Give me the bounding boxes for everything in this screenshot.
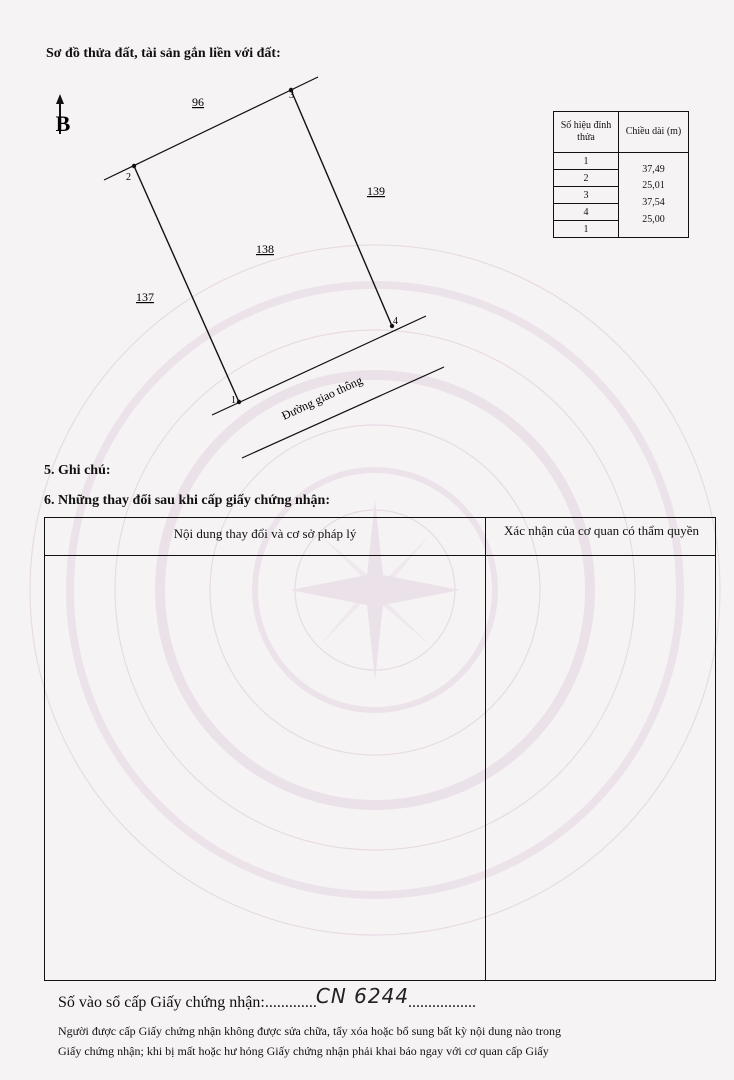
footer-note-line-2: Giấy chứng nhận; khi bị mất hoặc hư hỏng Giấy chứng nhận phải khai báo ngay với cơ quan cấp Giấy bbox=[58, 1044, 549, 1058]
changes-col2-header: Xác nhận của cơ quan có thẩm quyền bbox=[504, 523, 699, 538]
road-label: Đường giao thông bbox=[279, 373, 365, 423]
changes-col1-header: Nội dung thay đổi và cơ sở pháp lý bbox=[173, 526, 357, 541]
parcel-side-left bbox=[134, 166, 239, 402]
length-value: 37,54 bbox=[642, 197, 665, 208]
length-value: 37,49 bbox=[642, 163, 665, 175]
edge-length-table bbox=[553, 111, 689, 238]
footer-note-line-1: Người được cấp Giấy chứng nhận không được sửa chữa, tẩy xóa hoặc bổ sung bất kỳ nội dung nào trong bbox=[58, 1024, 561, 1038]
point-cell: 1 bbox=[554, 221, 619, 238]
cert-number-label: Số vào sổ cấp Giấy chứng nhận: bbox=[58, 994, 265, 1011]
neighbor-parcel-left: 137 bbox=[136, 290, 154, 304]
north-label: B bbox=[55, 111, 71, 136]
header-divider bbox=[45, 555, 715, 556]
length-value: 25,00 bbox=[642, 213, 665, 225]
north-arrow-icon bbox=[56, 94, 71, 136]
top-boundary-line bbox=[104, 77, 318, 180]
header-length: Chiều dài (m) bbox=[619, 112, 689, 153]
vertex-label-3: 3 bbox=[289, 90, 294, 101]
point-cell: 1 bbox=[554, 153, 619, 170]
changes-table bbox=[44, 517, 716, 981]
parcel-side-right bbox=[291, 90, 392, 326]
vertex-label-2: 2 bbox=[126, 172, 131, 183]
length-value: 25,01 bbox=[642, 180, 665, 192]
cert-number-value: CN 6244 bbox=[315, 984, 410, 1008]
dotted-leader: ............. bbox=[264, 994, 317, 1011]
point-cell: 2 bbox=[554, 170, 619, 187]
vertex-label-1: 1 bbox=[231, 395, 236, 406]
point-cell: 4 bbox=[554, 204, 619, 221]
main-parcel-number: 138 bbox=[256, 242, 274, 256]
neighbor-parcel-right: 139 bbox=[367, 184, 385, 198]
cert-number-line bbox=[58, 984, 477, 1012]
vertex-2 bbox=[132, 164, 136, 168]
map-section-title: Sơ đồ thửa đất, tài sản gắn liền với đất: bbox=[46, 46, 281, 61]
vertex-1 bbox=[237, 400, 241, 404]
dotted-leader: ................. bbox=[408, 994, 477, 1011]
neighbor-parcel-top: 96 bbox=[192, 95, 204, 109]
point-cell: 3 bbox=[554, 187, 619, 204]
lengths-cell bbox=[619, 153, 689, 238]
vertex-label-4: 4 bbox=[393, 316, 398, 327]
header-point: Số hiệu đỉnh thửa bbox=[554, 112, 619, 153]
section-5-title: 5. Ghi chú: bbox=[44, 463, 111, 478]
column-divider bbox=[485, 518, 486, 980]
section-6-title: 6. Những thay đổi sau khi cấp giấy chứng nhận: bbox=[44, 493, 331, 508]
